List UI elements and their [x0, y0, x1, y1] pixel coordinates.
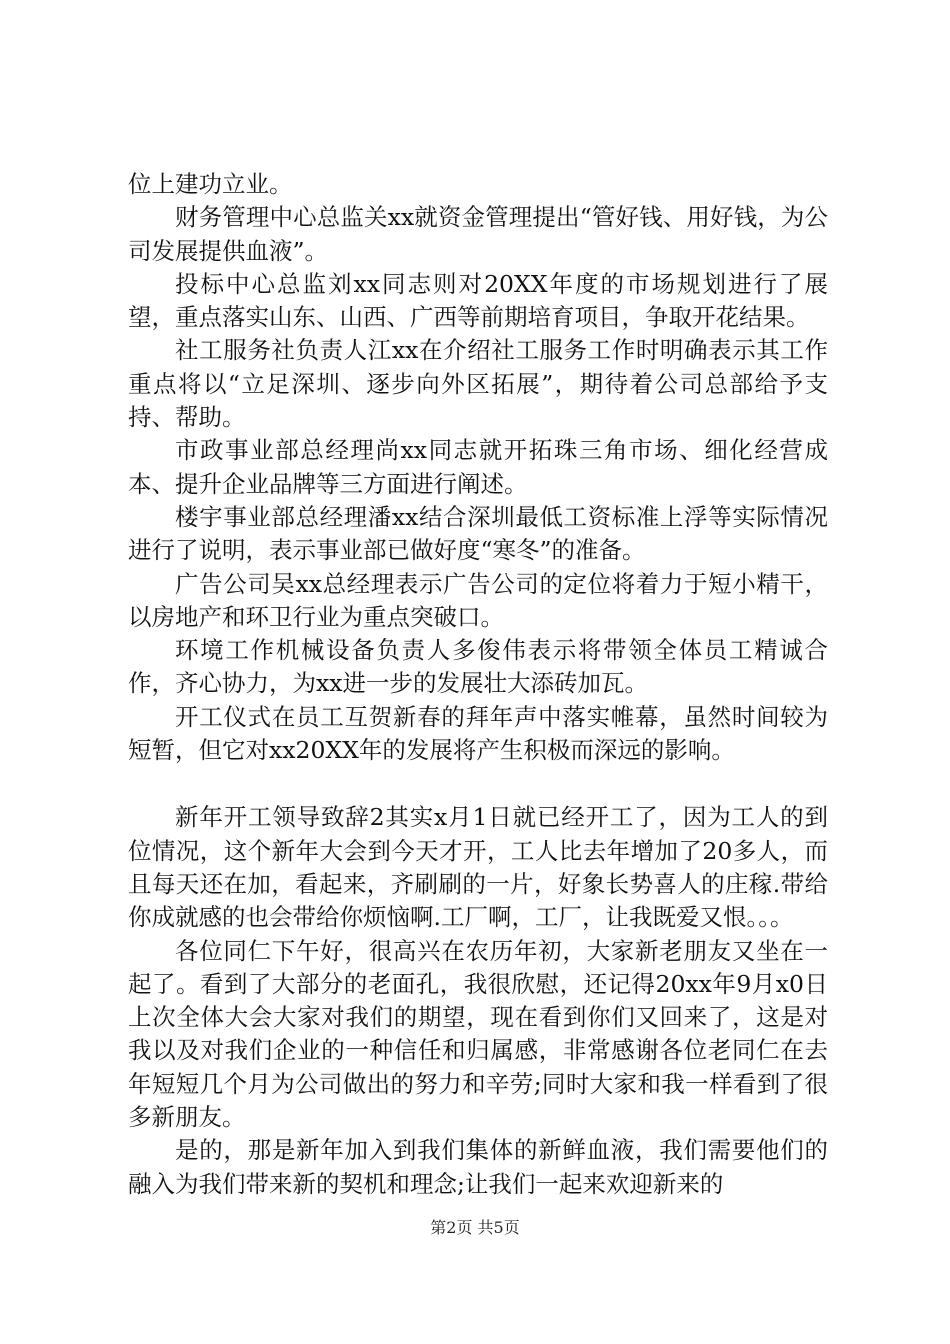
paragraph: 新年开工领导致辞2其实x月1日就已经开工了，因为工人的到位情况，这个新年大会到今天才开，工人比去年增加了20多人，而且每天还在加，看起来，齐刷刷的一片，好象长势喜人的庄稼.带给你成就感的也会带给你烦恼啊.工厂啊，工厂，让我既爱又恨。。。 — [128, 803, 828, 932]
paragraph: 楼宇事业部总经理潘xx结合深圳最低工资标准上浮等实际情况进行了说明，表示事业部已做好度“寒冬”的准备。 — [128, 502, 828, 565]
paragraph: 是的，那是新年加入到我们集体的新鲜血液，我们需要他们的融入为我们带来新的契机和理念;让我们一起来欢迎新来的 — [128, 1136, 828, 1198]
paragraph: 投标中心总监刘xx同志则对20XX年度的市场规划进行了展望，重点落实山东、山西、广西等前期培育项目，争取开花结果。 — [128, 269, 828, 332]
paragraph: 开工仪式在员工互贺新春的拜年声中落实帷幕，虽然时间较为短暂，但它对xx20XX年的发展将产生积极而深远的影响。 — [128, 702, 828, 765]
paragraph: 社工服务社负责人江xx在介绍社工服务工作时明确表示其工作重点将以“立足深圳、逐步向外区拓展”，期待着公司总部给予支持、帮助。 — [128, 336, 828, 432]
section-gap — [128, 767, 828, 801]
document-body — [128, 168, 828, 1201]
paragraph: 各位同仁下午好，很高兴在农历年初，大家新老朋友又坐在一起了。看到了大部分的老面孔，我很欣慰，还记得20xx年9月x0日上次全体大会大家对我们的期望，现在看到你们又回来了，这是对我以及对我们企业的一种信任和归属感，非常感谢各位老同仁在去年短短几个月为公司做出的努力和辛劳;同时大家和我一样看到了很多新朋友。 — [128, 936, 828, 1132]
paragraph: 财务管理中心总监关xx就资金管理提出“管好钱、用好钱，为公司发展提供血液”。 — [128, 203, 828, 265]
paragraph: 广告公司吴xx总经理表示广告公司的定位将着力于短小精干，以房地产和环卫行业为重点突破口。 — [128, 569, 828, 631]
paragraph: 市政事业部总经理尚xx同志就开拓珠三角市场、细化经营成本、提升企业品牌等三方面进行阐述。 — [128, 436, 828, 498]
page-footer: 第2页 共5页 — [430, 1218, 520, 1237]
paragraph: 位上建功立业。 — [128, 170, 293, 198]
paragraph: 环境工作机械设备负责人多俊伟表示将带领全体员工精诚合作，齐心协力，为xx进一步的发展壮大添砖加瓦。 — [128, 636, 828, 698]
